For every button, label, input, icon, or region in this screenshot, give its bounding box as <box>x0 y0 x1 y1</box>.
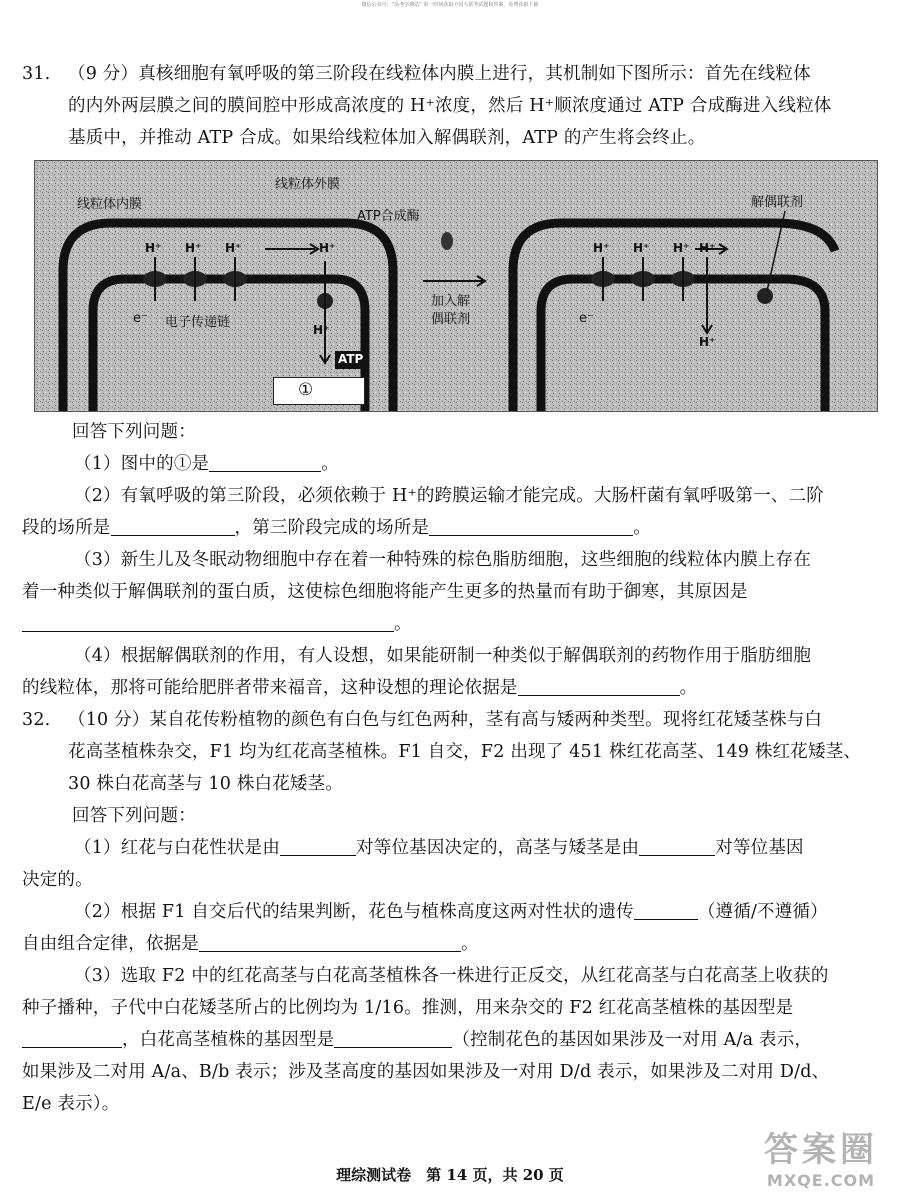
q32-line-2: 花高茎植株杂交，F1 均为红花高茎植株。F1 自交，F2 出现了 451 株红花高茎、149 株红花矮茎、 <box>68 742 862 762</box>
q31-sub1: （1）图中的①是 。 <box>74 454 339 474</box>
label-h-7: H⁺ <box>633 241 650 255</box>
label-h-1: H⁺ <box>145 241 162 255</box>
q31-sub3-line-2: 着一种类似于解偶联剂的蛋白质，这使棕色细胞将能产生更多的热量而有助于御寒，其原因是 <box>22 582 748 602</box>
q32-sub3-line-1: （3）选取 F2 中的红花高茎与白花高茎植株各一株进行正反交，从红花高茎与白花高茎上收获的 <box>74 966 829 986</box>
q32-sub2-line-2: 自由组合定律，依据是 。 <box>22 934 479 954</box>
q32-sub3-line-5: E/e 表示）。 <box>22 1094 120 1114</box>
label-h-4: H⁺ <box>319 241 336 255</box>
q31-sub3-line-3: 。 <box>22 608 860 640</box>
q31-sub4-line-2: 的线粒体，那将可能给肥胖者带来福音，这种设想的理论依据是 。 <box>22 678 698 698</box>
label-h-6: H⁺ <box>593 241 610 255</box>
q31-sub4-line-1: （4）根据解偶联剂的作用，有人设想，如果能研制一种类似于解偶联剂的药物作用于脂肪细胞 <box>74 646 812 666</box>
blank-circle-one-box <box>273 377 365 405</box>
q32-line-1: 32. （10 分）某自花传粉植物的颜色有白色与红色两种，茎有高与矮两种类型。现将红花矮茎株与白 <box>22 704 860 736</box>
label-h-8: H⁺ <box>673 241 690 255</box>
q32-sub2-line-1: （2）根据 F1 自交后代的结果判断，花色与植株高度这两对性状的遗传 （遵循/不遵循） <box>74 902 828 922</box>
answer-blank-q31-2b[interactable] <box>429 517 633 536</box>
watermark <box>764 1122 878 1190</box>
q31-sub2-line-1: （2）有氧呼吸的第三阶段，必须依赖于 H⁺的跨膜运输才能完成。大肠杆菌有氧呼吸第一、二阶 <box>74 486 824 506</box>
q32-sub3-line-4: 如果涉及二对用 A/a、B/b 表示；涉及茎高度的基因如果涉及一对用 D/d 表示，如果涉及二对用 D/d、 <box>22 1062 830 1082</box>
answer-blank-q32-2a[interactable] <box>634 901 698 920</box>
label-h-5: H⁺ <box>313 323 330 337</box>
uncoupler-molecule <box>441 232 453 250</box>
label-h-10: H⁺ <box>699 335 716 349</box>
answer-blank-q32-1a[interactable] <box>280 837 356 856</box>
q31-line-2: 的内外两层膜之间的膜间腔中形成高浓度的 H⁺浓度，然后 H⁺顺浓度通过 ATP 合成酶进入线粒体 <box>68 96 832 116</box>
page-footer: 理综测试卷 第 14 页，共 20 页 <box>336 1166 564 1184</box>
q32-prompt: 回答下列问题： <box>72 806 196 826</box>
label-outer-membrane: 线粒体外膜 <box>275 177 341 192</box>
label-e-left: e⁻ <box>133 311 148 326</box>
answer-blank-q31-2a[interactable] <box>111 517 235 536</box>
q32-line-3: 30 株白花高茎与 10 株白花矮茎。 <box>68 774 344 794</box>
page-top-note: 微信公众号：“高考学测站” 第一时间获取全国大联考试题和答案，免费获取下载 <box>361 2 539 8</box>
answer-blank-q32-1b[interactable] <box>639 837 715 856</box>
label-h-9: H⁺ <box>699 241 716 255</box>
answer-blank-q31-4[interactable] <box>518 677 680 696</box>
watermark-url: MXQE.COM <box>766 1171 876 1190</box>
q31-sub3-line-1: （3）新生儿及冬眠动物细胞中存在着一种特殊的棕色脂肪细胞，这些细胞的线粒体内膜上存在 <box>74 550 812 570</box>
mitochondria-diagram <box>34 160 878 412</box>
q31-line-1: 31. （9 分）真核细胞有氧呼吸的第三阶段在线粒体内膜上进行，其机制如下图所示：首先在线粒体 <box>22 58 860 90</box>
label-circle-one: ① <box>298 380 314 400</box>
watermark-logo: 答案圈 <box>764 1130 878 1170</box>
label-h-2: H⁺ <box>185 241 202 255</box>
q31-sub2-line-2: 段的场所是 ，第三阶段完成的场所是 。 <box>22 518 651 538</box>
answer-blank-q31-3[interactable] <box>22 613 394 632</box>
answer-blank-q31-1[interactable] <box>209 453 321 472</box>
q31-number: 31. <box>22 64 51 84</box>
q31-prompt: 回答下列问题： <box>72 422 196 442</box>
q32-sub1-line-2: 决定的。 <box>22 870 93 890</box>
answer-blank-q32-3a[interactable] <box>22 1029 122 1048</box>
answer-blank-q32-2b[interactable] <box>199 933 461 952</box>
answer-blank-q32-3b[interactable] <box>334 1029 452 1048</box>
q32-number: 32. <box>22 710 51 730</box>
q32-sub3-line-2: 种子播种，子代中白花矮茎所占的比例均为 1/16。推测，用来杂交的 F2 红花高茎植株的基因型是 <box>22 998 794 1018</box>
label-e-right: e⁻ <box>579 311 594 326</box>
q32-sub3-line-3: ，白花高茎植株的基因型是 （控制花色的基因如果涉及一对用 A/a 表示， <box>22 1024 860 1056</box>
label-atp-synthase: ATP合成酶 <box>357 209 420 224</box>
q31-line-3: 基质中，并推动 ATP 合成。如果给线粒体加入解偶联剂，ATP 的产生将会终止。 <box>68 128 706 148</box>
q32-sub1-line-1: （1）红花与白花性状是由 对等位基因决定的，高茎与矮茎是由 对等位基因 <box>74 838 804 858</box>
label-h-3: H⁺ <box>225 241 242 255</box>
label-atp: ATP <box>338 352 364 366</box>
label-add-uncoupler: 加入解 偶联剂 <box>431 294 471 327</box>
exam-page <box>22 58 860 1120</box>
label-uncoupler: 解偶联剂 <box>751 195 804 210</box>
label-electron-chain: 电子传递链 <box>165 315 231 330</box>
label-inner-membrane: 线粒体内膜 <box>77 197 143 212</box>
